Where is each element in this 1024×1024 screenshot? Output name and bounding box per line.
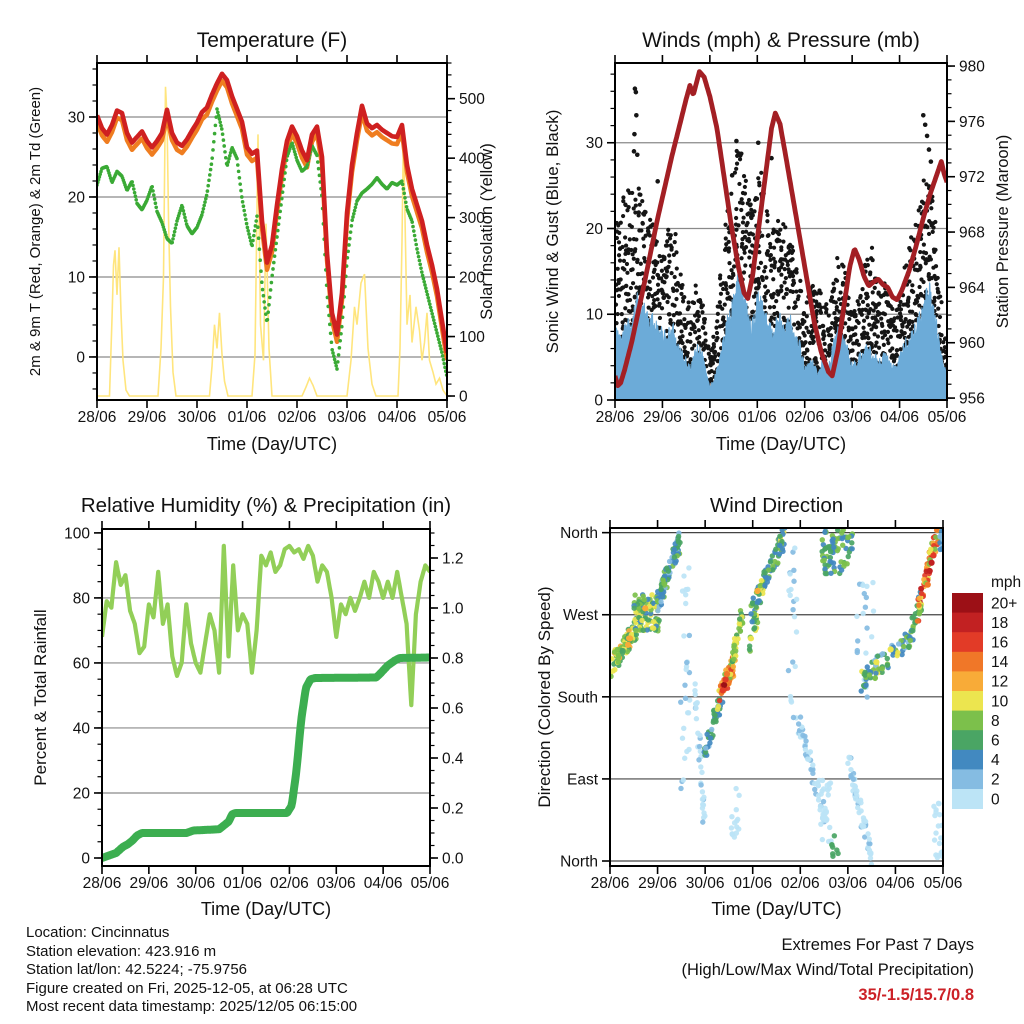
svg-text:0.8: 0.8 (442, 650, 464, 668)
svg-text:01/06: 01/06 (227, 409, 267, 426)
svg-text:05/06: 05/06 (427, 409, 467, 426)
svg-text:North: North (560, 525, 598, 543)
svg-text:Percent & Total Rainfall: Percent & Total Rainfall (31, 609, 50, 786)
svg-text:956: 956 (959, 390, 985, 408)
station-info (26, 924, 357, 1017)
svg-text:04/06: 04/06 (363, 875, 403, 892)
svg-text:20+: 20+ (991, 595, 1018, 613)
svg-text:Solar Insolation (Yellow): Solar Insolation (Yellow) (478, 143, 496, 320)
total-rainfall-series (102, 658, 430, 859)
extremes-title: Extremes For Past 7 Days (781, 936, 974, 954)
svg-text:Time (Day/UTC): Time (Day/UTC) (206, 434, 338, 454)
svg-text:80: 80 (72, 590, 90, 608)
wind-direction-dots (608, 524, 946, 868)
station-latlon: Station lat/lon: 42.5224; -75.9756 (26, 961, 248, 979)
extremes-values: 35/-1.5/15.7/0.8 (858, 986, 974, 1004)
svg-text:12: 12 (991, 673, 1009, 691)
svg-text:30/06: 30/06 (176, 875, 216, 892)
svg-text:01/06: 01/06 (733, 875, 773, 892)
svg-text:29/06: 29/06 (638, 875, 677, 892)
svg-text:0.2: 0.2 (442, 800, 464, 818)
temperature-9m-series (97, 81, 447, 360)
winds-pressure-panel (543, 29, 1012, 454)
svg-text:0: 0 (81, 850, 90, 868)
svg-text:Time (Day/UTC): Time (Day/UTC) (200, 899, 332, 919)
svg-text:300: 300 (459, 210, 485, 228)
svg-text:29/06: 29/06 (129, 875, 169, 892)
svg-text:02/06: 02/06 (785, 409, 825, 426)
svg-text:0: 0 (594, 392, 603, 410)
svg-text:Station Pressure (Maroon): Station Pressure (Maroon) (994, 134, 1012, 329)
svg-text:10: 10 (585, 306, 603, 324)
svg-text:Relative Humidity (%) & Precip: Relative Humidity (%) & Precipitation (in) (80, 494, 452, 517)
svg-text:500: 500 (459, 91, 485, 109)
svg-text:20: 20 (585, 220, 603, 238)
svg-text:03/06: 03/06 (828, 875, 868, 892)
svg-text:0.6: 0.6 (442, 700, 464, 718)
svg-text:04/06: 04/06 (377, 409, 417, 426)
svg-text:2m & 9m T (Red, Orange) & 2m T: 2m & 9m T (Red, Orange) & 2m Td (Green) (27, 86, 44, 377)
svg-text:16: 16 (991, 634, 1009, 652)
svg-text:30/06: 30/06 (690, 409, 730, 426)
svg-text:960: 960 (959, 335, 985, 353)
svg-text:100: 100 (64, 525, 90, 543)
svg-text:964: 964 (959, 279, 985, 297)
svg-text:02/06: 02/06 (780, 875, 820, 892)
svg-text:29/06: 29/06 (127, 409, 167, 426)
svg-text:4: 4 (991, 752, 1000, 770)
svg-text:976: 976 (959, 113, 985, 131)
figure-created-timestamp: Figure created on Fri, 2025-12-05, at 06:28 UTC (26, 979, 348, 997)
svg-text:Wind Direction: Wind Direction (709, 494, 844, 517)
svg-text:14: 14 (991, 654, 1009, 672)
svg-text:40: 40 (72, 720, 90, 738)
svg-text:02/06: 02/06 (277, 409, 317, 426)
svg-text:28/06: 28/06 (77, 409, 117, 426)
svg-text:05/06: 05/06 (927, 409, 967, 426)
temperature-2m-series (97, 74, 447, 353)
svg-text:03/06: 03/06 (316, 875, 356, 892)
wind-direction-panel (535, 494, 1021, 919)
svg-text:02/06: 02/06 (270, 875, 309, 892)
station-location: Location: Cincinnatus (26, 924, 170, 941)
svg-text:04/06: 04/06 (880, 409, 919, 426)
svg-text:30: 30 (67, 109, 85, 127)
svg-text:200: 200 (459, 269, 485, 287)
svg-text:972: 972 (959, 169, 985, 187)
svg-text:Time (Day/UTC): Time (Day/UTC) (715, 434, 847, 454)
svg-text:05/06: 05/06 (923, 875, 963, 892)
svg-text:mph: mph (991, 574, 1022, 591)
svg-text:0.4: 0.4 (442, 750, 464, 768)
extremes-summary (681, 933, 974, 1008)
svg-text:28/06: 28/06 (590, 875, 630, 892)
svg-text:1.0: 1.0 (442, 600, 464, 618)
svg-text:8: 8 (991, 712, 1000, 730)
svg-text:60: 60 (72, 655, 90, 673)
svg-text:28/06: 28/06 (595, 409, 635, 426)
svg-text:10: 10 (67, 269, 85, 287)
svg-text:01/06: 01/06 (737, 409, 777, 426)
svg-text:Sonic Wind & Gust (Blue, Black: Sonic Wind & Gust (Blue, Black) (543, 109, 562, 354)
svg-text:100: 100 (459, 329, 485, 347)
svg-text:North: North (560, 853, 598, 871)
svg-text:0: 0 (459, 388, 468, 406)
svg-text:29/06: 29/06 (643, 409, 682, 426)
svg-text:1.2: 1.2 (442, 550, 464, 568)
svg-text:0: 0 (991, 791, 1000, 809)
svg-text:03/06: 03/06 (832, 409, 872, 426)
humidity-precip-panel (31, 494, 464, 919)
svg-text:05/06: 05/06 (410, 875, 450, 892)
svg-text:0: 0 (76, 349, 85, 367)
svg-text:Time (Day/UTC): Time (Day/UTC) (711, 899, 842, 919)
most-recent-data-timestamp: Most recent data timestamp: 2025/12/05 06:15:00 (26, 998, 358, 1016)
svg-text:West: West (562, 607, 598, 625)
relative-humidity-series (102, 546, 430, 705)
station-elevation: Station elevation: 423.916 m (26, 942, 217, 960)
speed-colorbar (952, 574, 1021, 809)
svg-text:30/06: 30/06 (685, 875, 725, 892)
svg-text:2: 2 (991, 771, 1000, 789)
svg-text:980: 980 (959, 58, 985, 76)
svg-text:04/06: 04/06 (876, 875, 915, 892)
svg-text:10: 10 (991, 693, 1009, 711)
svg-text:968: 968 (959, 224, 985, 242)
svg-text:East: East (566, 771, 598, 789)
svg-text:20: 20 (72, 785, 90, 803)
svg-text:20: 20 (67, 189, 85, 207)
svg-text:28/06: 28/06 (82, 875, 122, 892)
svg-text:Winds (mph) & Pressure (mb): Winds (mph) & Pressure (mb) (642, 29, 920, 52)
svg-text:03/06: 03/06 (327, 409, 367, 426)
svg-text:6: 6 (991, 732, 1000, 750)
svg-text:Temperature (F): Temperature (F) (196, 29, 348, 52)
svg-text:30: 30 (585, 135, 603, 153)
svg-text:Direction (Colored By Speed): Direction (Colored By Speed) (535, 586, 554, 808)
svg-text:30/06: 30/06 (177, 409, 217, 426)
svg-text:18: 18 (991, 614, 1009, 632)
temperature-panel (27, 29, 496, 454)
svg-text:0.0: 0.0 (442, 850, 464, 868)
svg-text:01/06: 01/06 (223, 875, 262, 892)
svg-text:South: South (557, 689, 598, 707)
svg-text:400: 400 (459, 150, 485, 168)
extremes-subtitle: (High/Low/Max Wind/Total Precipitation) (681, 961, 974, 979)
